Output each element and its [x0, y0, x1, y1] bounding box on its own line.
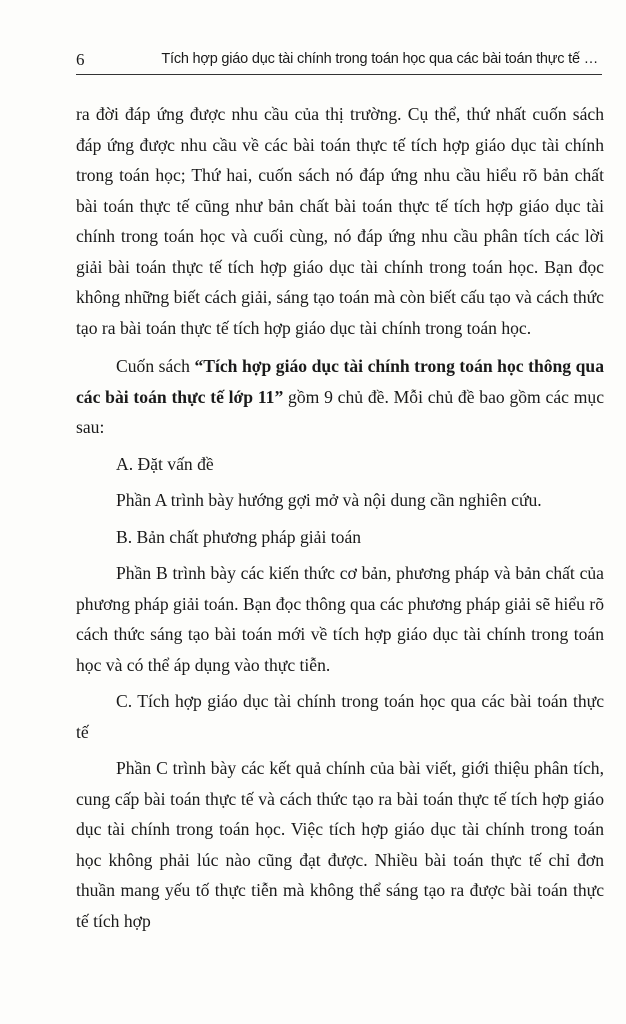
- book-title-bold: “Tích hợp giáo dục tài chính trong toán học thông qua các bài toán thực tế lớp 11”: [76, 356, 604, 407]
- header-rule: [76, 74, 602, 75]
- section-b-heading: B. Bản chất phương pháp giải toán: [116, 526, 362, 547]
- section-c-text: Phần C trình bày các kết quả chính của bài viết, giới thiệu phân tích, cung cấp bài toán thực tế và cách thức tạo ra bài toán thực tế tích hợp giáo dục tài chính trong toán học. Việc tích hợp giáo dục tài chính trong toán học không phải lúc nào cũng đạt được. Nhiều bài toán thực tế chỉ đơn thuần mang yếu tố thực tiễn mà không thể sáng tạo ra được bài toán thực tế tích hợp: [76, 758, 604, 931]
- page-number: 6: [76, 50, 85, 69]
- page-header: [76, 50, 602, 74]
- section-a-text: Phần A trình bày hướng gợi mở và nội dung cần nghiên cứu.: [116, 490, 542, 510]
- section-b-text: Phần B trình bày các kiến thức cơ bản, phương pháp và bản chất của phương pháp giải toán. Bạn đọc thông qua các phương pháp giải sẽ hiểu rõ cách thức sáng tạo bài toán mới về tích hợp giáo dục tài chính trong toán học và có thể áp dụng vào thực tiễn.: [76, 563, 604, 675]
- body-text: [76, 99, 604, 942]
- paragraph-intro-continued: ra đời đáp ứng được nhu cầu của thị trường. Cụ thể, thứ nhất cuốn sách đáp ứng được nhu cầu về các bài toán thực tế tích hợp giáo dục tài chính trong toán học; Thứ hai, cuốn sách nó đáp ứng nhu cầu hiểu rõ bản chất bài toán thực tế cũng như bản chất bài toán thực tế tích hợp giáo dục tài chính trong toán học và cuối cùng, nó đáp ứng nhu cầu phân tích các lời giải bài toán thực tế tích hợp giáo dục tài chính trong toán học. Bạn đọc không những biết cách giải, sáng tạo toán mà còn biết cấu tạo và cách thức tạo ra bài toán thực tế tích hợp giáo dục tài chính trong toán học.: [76, 104, 604, 338]
- paragraph-book-description: [76, 351, 604, 443]
- running-title: Tích hợp giáo dục tài chính trong toán học qua các bài toán thực tế …: [161, 51, 598, 67]
- section-c-heading: C. Tích hợp giáo dục tài chính trong toán học qua các bài toán thực tế: [76, 691, 604, 742]
- book-description-tail: gồm 9 chủ đề. Mỗi chủ đề bao gồm các mục sau:: [76, 386, 604, 437]
- book-description-lead: Cuốn sách: [116, 356, 195, 376]
- section-a-heading: A. Đặt vấn đề: [116, 453, 214, 474]
